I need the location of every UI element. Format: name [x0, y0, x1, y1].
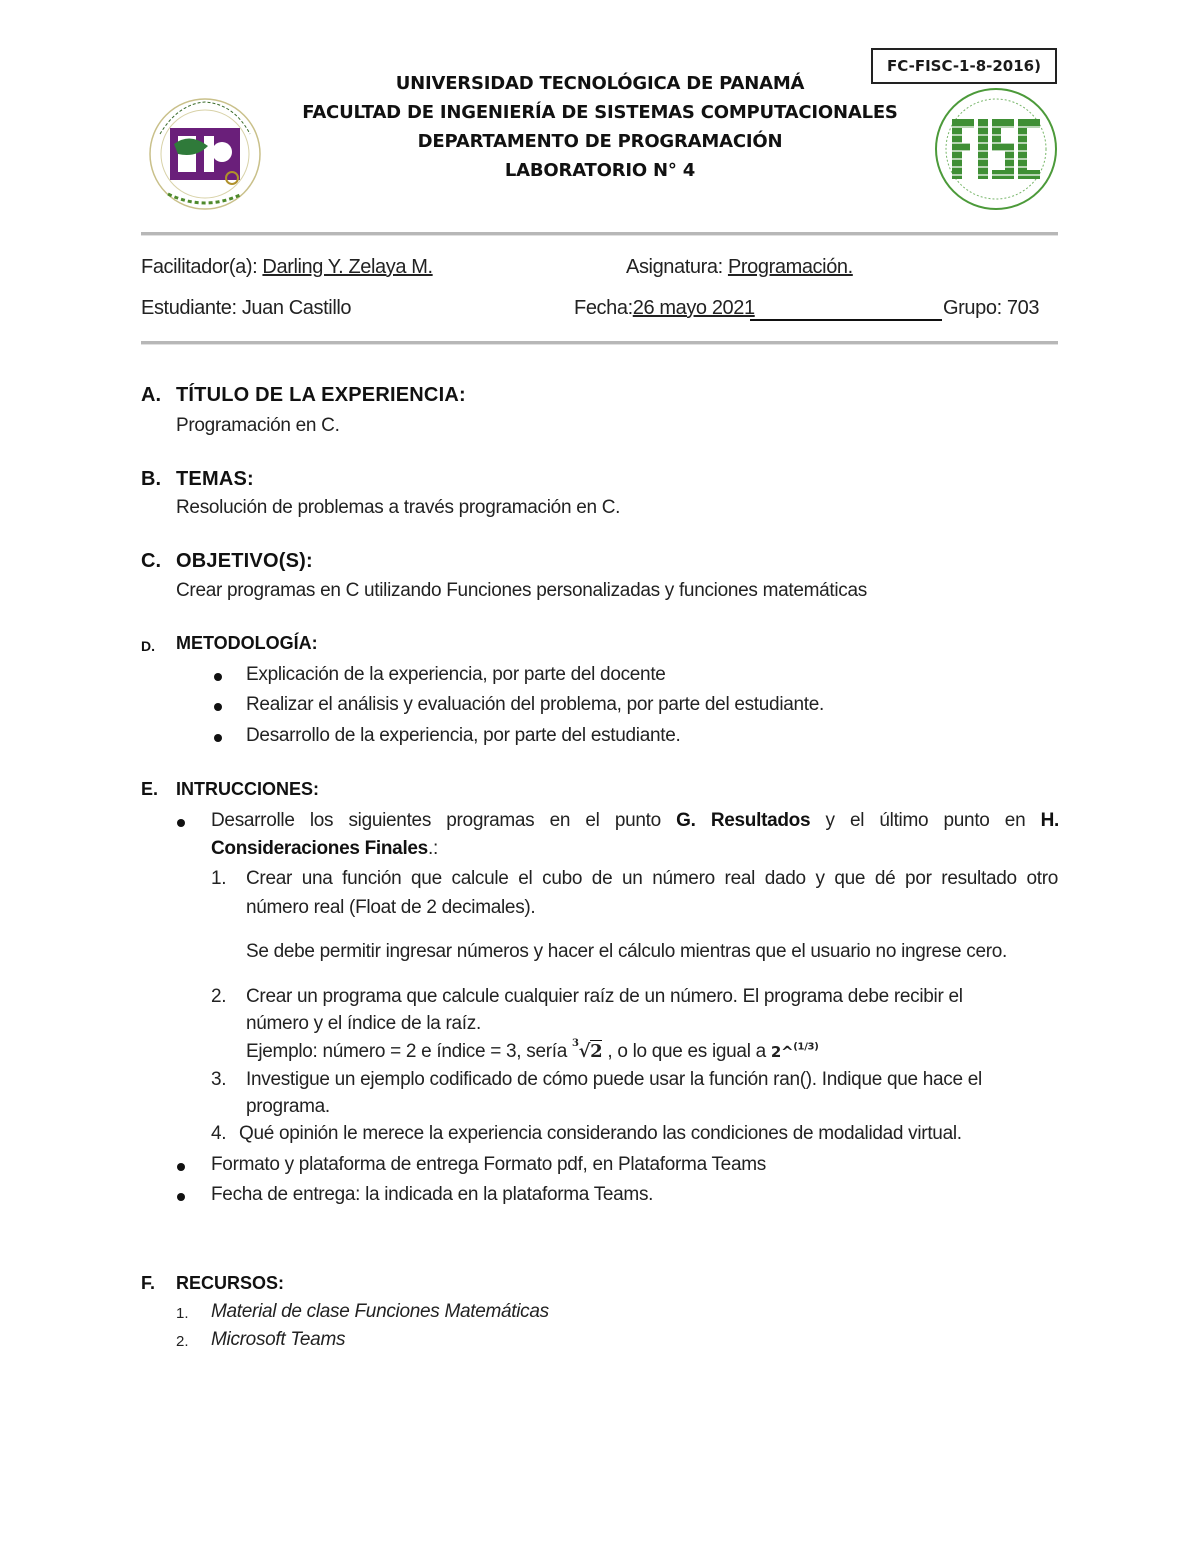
e-item-2-example: Ejemplo: número = 2 e índice = 3, sería	[246, 1041, 572, 1062]
estudiante-value: Juan Castillo	[241, 297, 352, 319]
section-c-letter: C.	[141, 550, 161, 572]
section-e-bullet-2: Fecha de entrega: la indicada en la plataforma Teams.	[211, 1184, 654, 1205]
section-a-title: TÍTULO DE LA EXPERIENCIA:	[176, 384, 466, 406]
section-e-intro-bold2: H.	[1040, 810, 1059, 831]
info-divider	[141, 341, 1058, 345]
section-b-title: TEMAS:	[176, 468, 254, 490]
f-item-2-number: 2.	[176, 1333, 189, 1350]
section-a-letter: A.	[141, 384, 161, 406]
section-e-intro-part2: y el último punto en	[810, 810, 1041, 831]
section-b-text: Resolución de problemas a través programación en C.	[176, 497, 621, 518]
e-item-3-number: 3.	[211, 1069, 227, 1090]
facilitador-label: Facilitador(a):	[141, 256, 263, 278]
e-item-2-number: 2.	[211, 986, 227, 1007]
section-f-title: RECURSOS:	[176, 1273, 285, 1293]
section-e-intro-part1: Desarrolle los siguientes programas en el punto	[211, 810, 677, 831]
e-item-1-line2: número real (Float de 2 decimales).	[246, 897, 536, 918]
cube-root-expression: $^3$√2	[571, 1038, 603, 1062]
facilitador-row	[141, 256, 433, 279]
list-bullet	[214, 673, 222, 681]
e-item-2-line1: Crear un programa que calcule cualquier raíz de un número. El programa debe recibir el	[246, 986, 963, 1007]
e-item-3-line1: Investigue un ejemplo codificado de cómo puede usar la función ran(). Indique que hace el	[246, 1069, 982, 1090]
section-c-text: Crear programas en C utilizando Funciones personalizadas y funciones matemáticas	[176, 580, 867, 601]
grupo-value: 703	[1006, 297, 1040, 319]
section-e-intro-bold3: Consideraciones Finales	[211, 838, 428, 859]
e-item-1-line1: Crear una función que calcule el cubo de un número real dado y que dé por resultado otro	[246, 868, 1058, 889]
power-base: 2^	[770, 1043, 794, 1061]
root-index: 3	[571, 1038, 579, 1049]
e-item-1-line3: Se debe permitir ingresar números y hacer el cálculo mientras que el usuario no ingrese cero.	[246, 941, 1008, 962]
section-a-text: Programación en C.	[176, 415, 340, 436]
fecha-underline	[750, 319, 942, 321]
header-divider	[141, 232, 1058, 236]
section-e-intro-line2	[211, 838, 438, 860]
section-e-letter: E.	[141, 779, 159, 799]
header-department: DEPARTAMENTO DE PROGRAMACIÓN	[417, 131, 783, 152]
grupo-row	[943, 297, 1039, 320]
section-e-bullet-1: Formato y plataforma de entrega Formato pdf, en Plataforma Teams	[211, 1154, 766, 1175]
f-item-1-number: 1.	[176, 1305, 189, 1322]
header-lab: LABORATORIO N° 4	[504, 160, 696, 181]
power-exponent: (1/3)	[793, 1041, 819, 1053]
list-bullet	[177, 1163, 185, 1171]
form-code: FC-FISC-1-8-2016)	[887, 57, 1041, 75]
section-c-title: OBJETIVO(S):	[176, 550, 313, 572]
list-bullet	[177, 819, 185, 827]
section-e-intro-part3: .:	[427, 838, 438, 859]
f-item-1-text: Material de clase Funciones Matemáticas	[211, 1301, 549, 1322]
list-bullet	[177, 1193, 185, 1201]
section-e-intro-line1	[211, 810, 1059, 832]
f-item-2-text: Microsoft Teams	[211, 1329, 346, 1350]
section-d-letter: D.	[141, 638, 155, 654]
section-e-title: INTRUCCIONES:	[176, 779, 319, 799]
section-d-item-2: Realizar el análisis y evaluación del problema, por parte del estudiante.	[246, 694, 825, 715]
e-item-2-line2: número y el índice de la raíz.	[246, 1013, 481, 1034]
e-item-2-line3	[246, 1038, 819, 1063]
section-d-item-3: Desarrollo de la experiencia, por parte del estudiante.	[246, 725, 681, 746]
facilitador-value: Darling Y. Zelaya M.	[262, 256, 433, 278]
estudiante-label: Estudiante:	[141, 297, 242, 319]
asignatura-value: Programación.	[727, 256, 853, 278]
section-e-intro-bold1: G. Resultados	[676, 810, 811, 831]
section-d-item-1: Explicación de la experiencia, por parte del docente	[246, 664, 666, 685]
e-item-1-number: 1.	[211, 868, 227, 889]
estudiante-row	[141, 297, 351, 320]
header-faculty: FACULTAD DE INGENIERÍA DE SISTEMAS COMPUTACIONALES	[302, 102, 898, 123]
list-bullet	[214, 703, 222, 711]
e-item-3-line2: programa.	[246, 1096, 330, 1117]
header-university: UNIVERSIDAD TECNOLÓGICA DE PANAMÁ	[395, 73, 805, 94]
e-item-4-number: 4.	[211, 1123, 227, 1144]
fecha-label: Fecha:	[574, 297, 633, 319]
fecha-value: 26 mayo 2021	[632, 297, 755, 319]
asignatura-row	[626, 256, 853, 279]
e-item-2-equivalent: , o lo que es igual a	[602, 1041, 771, 1062]
section-d-title: METODOLOGÍA:	[176, 633, 318, 653]
root-radicand: 2	[590, 1041, 603, 1062]
asignatura-label: Asignatura:	[626, 256, 728, 278]
section-f-letter: F.	[141, 1273, 156, 1293]
section-b-letter: B.	[141, 468, 161, 490]
fecha-row	[574, 297, 949, 320]
fisc-logo	[932, 85, 1060, 213]
list-bullet	[214, 734, 222, 742]
e-item-4-line1: Qué opinión le merece la experiencia considerando las condiciones de modalidad virtual.	[239, 1123, 962, 1144]
grupo-label: Grupo:	[943, 297, 1007, 319]
